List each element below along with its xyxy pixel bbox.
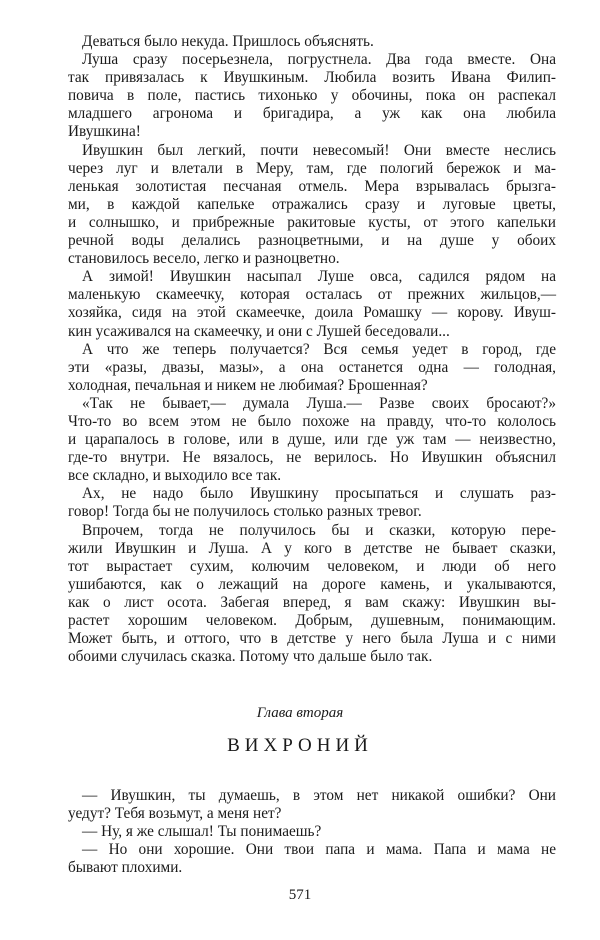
text-line: эти «разы, двазы, мазы», а она останется одна — голодная, [68, 358, 556, 376]
text-line: Ивушкина! [68, 123, 141, 141]
text-line: «Так не бывает,— думала Луша.— Разве своих бросают?» [82, 394, 556, 412]
text-line: Впрочем, тогда не получилось бы и сказки, которую пере- [82, 521, 556, 539]
text-line: Луша сразу посерьезнела, погрустнела. Два года вместе. Она [82, 51, 556, 69]
paragraph [68, 268, 556, 340]
paragraph [68, 33, 556, 51]
text-line: уедут? Тебя возьмут, а меня нет? [68, 805, 282, 823]
text-line: холодная, печальная и никем не любимая? Брошенная? [68, 376, 428, 394]
text-line: тот вырастает сухим, колючим человеком, и люди об него [68, 557, 556, 575]
paragraph [68, 522, 556, 667]
text-line: обоими случилась сказка. Потому что дальше было так. [68, 648, 433, 666]
text-line: ленькая золотистая песчаная отмель. Мера взрывалась брызга- [68, 177, 556, 195]
chapter-label: Глава вторая [256, 705, 344, 721]
text-line: где-то внутри. Не вязалось, не верилось. Но Ивушкин объяснил [68, 449, 556, 467]
text-line: бывают плохими. [68, 859, 183, 877]
text-line: Ах, не надо было Ивушкину просыпаться и слушать раз- [82, 485, 556, 503]
paragraph [68, 341, 556, 395]
text-line: Что-то во всем этом не было похоже на правду, что-то кололось [68, 412, 556, 430]
text-line: — Ивушкин, ты думаешь, в этом нет никакой ошибки? Они [82, 787, 556, 804]
text-line: А зимой! Ивушкин насыпал Луше овса, садился рядом на [82, 268, 556, 286]
text-line: маленькую скамеечку, которая осталась от прежних жильцов,— [68, 286, 556, 304]
dialogue-text [68, 787, 556, 877]
text-line: младшего агронома и бригадира, а уж как она любила [68, 105, 556, 123]
text-line: Может быть, и оттого, что в детстве у него была Луша и с ними [68, 630, 556, 648]
chapter-title: ВИХРОНИЙ [227, 735, 373, 756]
text-line: А что же теперь получается? Вся семья уедет в город, где [82, 340, 556, 358]
page-number: 571 [288, 887, 312, 903]
text-line: — Но они хорошие. Они твои папа и мама. Папа и мама не [82, 841, 556, 859]
text-line: жили Ивушкин и Луша. А у кого в детстве не бывает сказки, [68, 539, 556, 557]
text-line: — Ну, я же слышал! Ты понимаешь? [82, 823, 322, 841]
paragraph [68, 787, 556, 823]
text-line: ми, в каждой капельке отражались сразу и луговые цветы, [68, 195, 556, 213]
text-line: говор! Тогда бы не получилось столько разных тревог. [68, 503, 422, 521]
text-line: растет хорошим человеком. Добрым, душевным, понимающим. [68, 612, 556, 629]
text-line: как о лист осота. Забегая вперед, я вам скажу: Ивушкин вы- [68, 593, 556, 611]
text-line: хозяйка, сидя на этой скамеечке, доила Ромашку — корову. Ивуш- [68, 304, 556, 322]
text-line: все складно, и выходило все так. [68, 467, 282, 485]
text-line: так привязалась к Ивушкиным. Любила возить Ивана Филип- [68, 69, 556, 87]
text-line: речной воды делались разноцветными, и на душе у обоих [68, 232, 556, 250]
text-line: кин усаживался на скамеечку, и они с Лушей беседовали... [68, 322, 450, 340]
paragraph [68, 485, 556, 521]
text-line: повича в поле, пастись тихонько у обочины, пока он распекал [68, 87, 556, 105]
text-line: Ивушкин был легкий, почти невесомый! Они вместе неслись [82, 141, 556, 159]
text-line: становилось весело, легко и разноцветно. [68, 250, 340, 268]
paragraph [68, 51, 556, 141]
paragraph [68, 142, 556, 269]
text-line: через луг и влетали в Меру, там, где пологий бережок и ма- [68, 159, 556, 177]
paragraph [68, 841, 556, 877]
body-text [68, 33, 556, 666]
text-line: Деваться было некуда. Пришлось объяснять. [82, 33, 374, 50]
text-line: и царапалось в голове, или в душе, или где уж там — неизвестно, [68, 431, 556, 449]
text-line: и солнышко, и прибрежные ракитовые кусты, от этого капельки [68, 213, 556, 231]
paragraph [68, 395, 556, 485]
text-line: ушибаются, как о лежащий на дороге камень, и укалываются, [68, 575, 556, 593]
paragraph [68, 823, 556, 841]
